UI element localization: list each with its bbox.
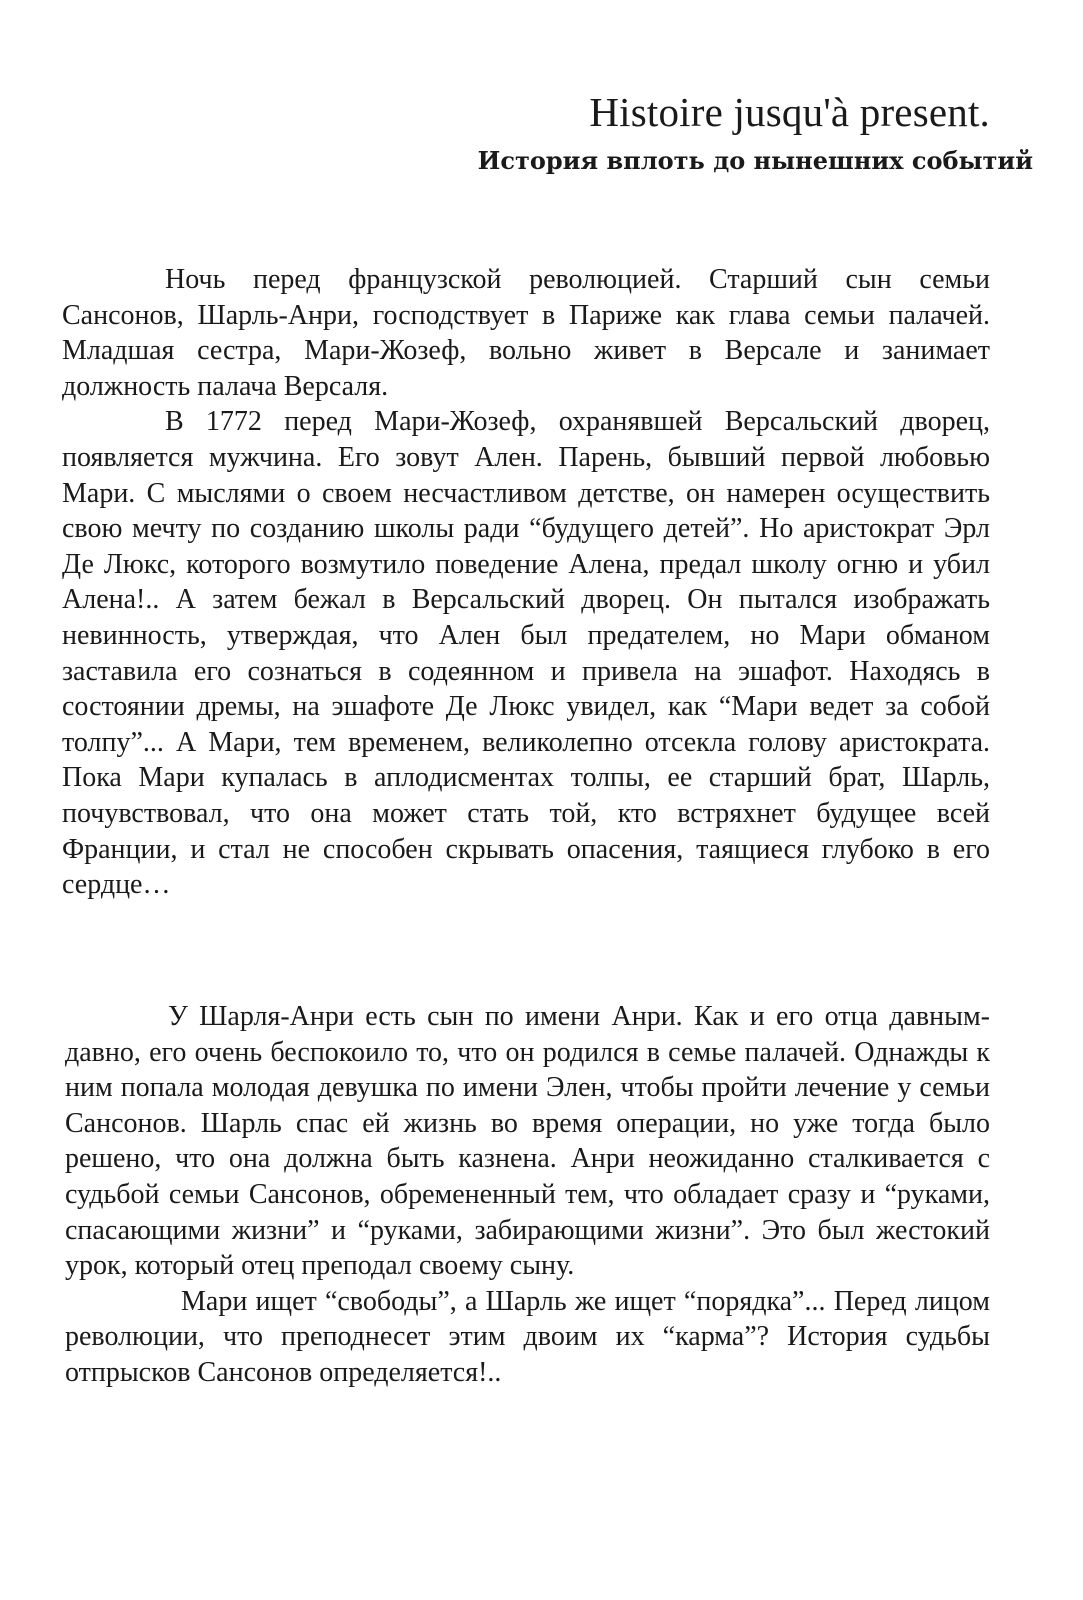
text-block-1: [62, 262, 990, 903]
title-french: Histoire jusqu'à present.: [589, 89, 990, 135]
paragraph: Ночь перед французской революцией. Старший сын семьи Сансонов, Шарль-Анри, господствует в Париже как глава семьи палачей. Младшая сестра, Мари-Жозеф, вольно живет в Версале и занимает должность палача Версаля.: [62, 264, 990, 402]
paragraph: Мари ищет “свободы”, а Шарль же ищет “порядка”... Перед лицом революции, что преподнесет этим двоим их “карма”? История судьбы отпрысков Сансонов определяется!..: [65, 1285, 990, 1388]
text-block-2: [65, 999, 990, 1391]
title-russian: История вплоть до нынешних событий: [477, 146, 1033, 175]
paragraph: У Шарля-Анри есть сын по имени Анри. Как и его отца давным-давно, его очень беспокоило то, что он родился в семье палачей. Однажды к ним попала молодая девушка по имени Элен, чтобы пройти лечение у семьи Сансонов. Шарль спас ей жизнь во время операции, но уже тогда было решено, что она должна быть казнена. Анри неожиданно сталкивается с судьбой семьи Сансонов, обремененный тем, что обладает сразу и “руками, спасающими жизни” и “руками, забирающими жизни”. Это был жестокий урок, который отец преподал своему сыну.: [65, 1001, 990, 1282]
paragraph: В 1772 перед Мари-Жозеф, охранявшей Версальский дворец, появляется мужчина. Его зовут Ален. Парень, бывший первой любовью Мари. С мыслями о своем несчастливом детстве, он намерен осуществить свою мечту по созданию школы ради “будущего детей”. Но аристократ Эрл Де Люкс, которого возмутило поведение Алена, предал школу огню и убил Алена!.. А затем бежал в Версальский дворец. Он пытался изображать невинность, утверждая, что Ален был предателем, но Мари обманом заставила его сознаться в содеянном и привела на эшафот. Находясь в состоянии дремы, на эшафоте Де Люкс увидел, как “Мари ведет за собой толпу”... А Мари, тем временем, великолепно отсекла голову аристократа. Пока Мари купалась в аплодисментах толпы, ее старший брат, Шарль, почувствовал, что она может стать той, кто встряхнет будущее всей Франции, и стал не способен скрывать опасения, таящиеся глубоко в его сердце…: [62, 406, 990, 901]
